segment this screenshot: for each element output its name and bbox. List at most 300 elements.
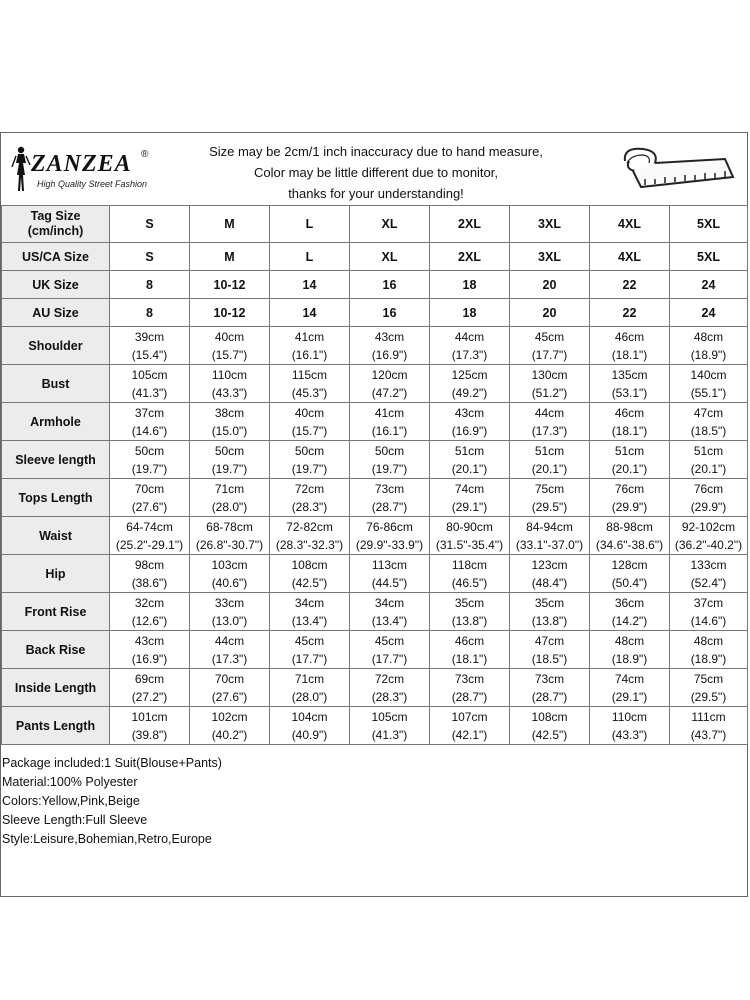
measurement-cell: [510, 631, 590, 669]
size-cell: 8: [110, 271, 190, 299]
cm-value: 47cm: [693, 405, 724, 420]
inch-value: (20.1"): [531, 461, 568, 476]
size-cell: 14: [270, 299, 350, 327]
cm-value: 46cm: [614, 329, 645, 344]
measurement-cell: [190, 327, 270, 365]
size-header-row: [2, 243, 748, 271]
measurement-cell: [670, 555, 748, 593]
cm-value: 51cm: [693, 443, 724, 458]
size-cell: XL: [350, 206, 430, 243]
measurement-cell: [590, 365, 670, 403]
size-header-row: [2, 299, 748, 327]
measurement-cell: [670, 327, 748, 365]
measurement-cell: [510, 327, 590, 365]
cm-value: 75cm: [693, 671, 724, 686]
inch-value: (29.9"-33.9"): [355, 537, 424, 552]
measurement-cell: [670, 707, 748, 745]
measurement-cell: [430, 365, 510, 403]
inch-value: (33.1"-37.0"): [515, 537, 584, 552]
size-cell: 18: [430, 271, 510, 299]
measurement-cell: [510, 517, 590, 555]
measurement-cell: [350, 327, 430, 365]
inch-value: (43.3"): [211, 385, 248, 400]
cm-value: 33cm: [214, 595, 245, 610]
cm-value: 37cm: [134, 405, 165, 420]
measurement-row: [2, 327, 748, 365]
measurement-cell: [110, 631, 190, 669]
measurement-cell: [510, 669, 590, 707]
measurement-cell: [670, 365, 748, 403]
inch-value: (16.9"): [451, 423, 488, 438]
fashion-figure-icon: [9, 145, 33, 193]
inch-value: (16.1"): [291, 347, 328, 362]
measurement-cell: [110, 403, 190, 441]
inch-value: (50.4"): [611, 575, 648, 590]
cm-value: 50cm: [134, 443, 165, 458]
inch-value: (18.9"): [611, 651, 648, 666]
size-cell: 3XL: [510, 243, 590, 271]
measurement-cell: [430, 441, 510, 479]
cm-value: 50cm: [294, 443, 325, 458]
inch-value: (19.7"): [371, 461, 408, 476]
measurement-cell: [670, 517, 748, 555]
cm-value: 37cm: [693, 595, 724, 610]
inch-value: (29.1"): [611, 689, 648, 704]
size-cell: S: [110, 206, 190, 243]
cm-value: 133cm: [690, 557, 727, 572]
measurement-cell: [110, 365, 190, 403]
measurement-cell: [190, 479, 270, 517]
measurement-row: [2, 441, 748, 479]
cm-value: 115cm: [291, 367, 328, 382]
inch-value: (25.2"-29.1"): [115, 537, 184, 552]
measurement-cell: [510, 365, 590, 403]
row-label: Tag Size (cm/inch): [2, 206, 110, 243]
cm-value: 34cm: [294, 595, 325, 610]
inch-value: (16.9"): [131, 651, 168, 666]
cm-value: 140cm: [690, 367, 727, 382]
cm-value: 40cm: [214, 329, 245, 344]
spec-sleeve-length: Sleeve Length:Full Sleeve: [2, 813, 148, 827]
measurement-row: [2, 517, 748, 555]
inch-value: (20.1"): [690, 461, 727, 476]
cm-value: 108cm: [291, 557, 328, 572]
cm-value: 80-90cm: [446, 519, 493, 534]
cm-value: 50cm: [374, 443, 405, 458]
cm-value: 51cm: [534, 443, 565, 458]
inch-value: (27.6"): [131, 499, 168, 514]
cm-value: 43cm: [374, 329, 405, 344]
row-label: Waist: [2, 517, 110, 555]
measurement-cell: [510, 441, 590, 479]
cm-value: 32cm: [134, 595, 165, 610]
product-specs: [2, 754, 222, 849]
inch-value: (13.8"): [531, 613, 568, 628]
measurement-cell: [350, 365, 430, 403]
inch-value: (42.5"): [291, 575, 328, 590]
cm-value: 46cm: [614, 405, 645, 420]
inch-value: (42.1"): [451, 727, 488, 742]
cm-value: 43cm: [134, 633, 165, 648]
inch-value: (42.5"): [531, 727, 568, 742]
measurement-row: [2, 365, 748, 403]
inch-value: (17.7"): [371, 651, 408, 666]
cm-value: 74cm: [454, 481, 485, 496]
row-label: Back Rise: [2, 631, 110, 669]
cm-value: 72-82cm: [286, 519, 333, 534]
cm-value: 125cm: [451, 367, 488, 382]
measurement-cell: [350, 669, 430, 707]
inch-value: (15.7"): [291, 423, 328, 438]
inch-value: (13.4"): [291, 613, 328, 628]
measurement-cell: [270, 327, 350, 365]
inch-value: (17.7"): [291, 651, 328, 666]
size-cell: 18: [430, 299, 510, 327]
notice-line: thanks for your understanding!: [288, 186, 464, 201]
cm-value: 113cm: [371, 557, 408, 572]
inch-value: (17.7"): [531, 347, 568, 362]
measurement-cell: [510, 593, 590, 631]
size-table: [1, 205, 748, 745]
size-cell: 22: [590, 299, 670, 327]
cm-value: 41cm: [294, 329, 325, 344]
measurement-cell: [590, 441, 670, 479]
row-label: Bust: [2, 365, 110, 403]
inch-value: (55.1"): [690, 385, 727, 400]
measurement-cell: [190, 441, 270, 479]
size-cell: S: [110, 243, 190, 271]
measurement-cell: [110, 669, 190, 707]
inch-value: (28.3"): [371, 689, 408, 704]
inch-value: (48.4"): [531, 575, 568, 590]
cm-value: 92-102cm: [681, 519, 736, 534]
cm-value: 48cm: [693, 329, 724, 344]
cm-value: 34cm: [374, 595, 405, 610]
inch-value: (41.3"): [371, 727, 408, 742]
size-cell: 8: [110, 299, 190, 327]
inch-value: (28.0"): [291, 689, 328, 704]
size-cell: L: [270, 206, 350, 243]
size-cell: 16: [350, 271, 430, 299]
inch-value: (28.7"): [451, 689, 488, 704]
measurement-cell: [590, 403, 670, 441]
cm-value: 107cm: [451, 709, 488, 724]
measurement-cell: [670, 631, 748, 669]
chart-header: [1, 133, 747, 206]
inch-value: (15.7"): [211, 347, 248, 362]
measurement-cell: [590, 631, 670, 669]
inch-value: (18.1"): [611, 347, 648, 362]
measurement-row: [2, 403, 748, 441]
inch-value: (26.8"-30.7"): [195, 537, 264, 552]
measurement-cell: [430, 479, 510, 517]
size-cell: 3XL: [510, 206, 590, 243]
measurement-cell: [670, 593, 748, 631]
measurement-cell: [270, 403, 350, 441]
measurement-cell: [590, 593, 670, 631]
inch-value: (14.6"): [131, 423, 168, 438]
measurement-cell: [110, 517, 190, 555]
inch-value: (18.5"): [690, 423, 727, 438]
notice-line: Size may be 2cm/1 inch inaccuracy due to hand measure,: [209, 144, 543, 159]
row-label: Tops Length: [2, 479, 110, 517]
cm-value: 46cm: [454, 633, 485, 648]
measurement-cell: [590, 517, 670, 555]
measurement-cell: [270, 365, 350, 403]
measurement-cell: [430, 631, 510, 669]
inch-value: (13.0"): [211, 613, 248, 628]
measurement-cell: [430, 403, 510, 441]
inch-value: (45.3"): [291, 385, 328, 400]
measurement-cell: [350, 593, 430, 631]
cm-value: 45cm: [534, 329, 565, 344]
measurement-cell: [510, 403, 590, 441]
inch-value: (40.6"): [211, 575, 248, 590]
measurement-cell: [590, 479, 670, 517]
size-header-row: [2, 271, 748, 299]
measurement-cell: [430, 669, 510, 707]
cm-value: 41cm: [374, 405, 405, 420]
spec-material: Material:100% Polyester: [2, 775, 138, 789]
inch-value: (40.9"): [291, 727, 328, 742]
cm-value: 123cm: [531, 557, 568, 572]
measurement-cell: [510, 555, 590, 593]
inch-value: (17.3"): [531, 423, 568, 438]
measurement-cell: [430, 517, 510, 555]
row-label: Inside Length: [2, 669, 110, 707]
size-cell: 24: [670, 271, 748, 299]
size-cell: 20: [510, 271, 590, 299]
cm-value: 44cm: [534, 405, 565, 420]
inch-value: (28.7"): [531, 689, 568, 704]
size-cell: 10-12: [190, 299, 270, 327]
row-label: UK Size: [2, 271, 110, 299]
cm-value: 47cm: [534, 633, 565, 648]
cm-value: 103cm: [211, 557, 248, 572]
row-label: US/CA Size: [2, 243, 110, 271]
cm-value: 73cm: [534, 671, 565, 686]
measurement-cell: [510, 479, 590, 517]
cm-value: 72cm: [374, 671, 405, 686]
cm-value: 44cm: [454, 329, 485, 344]
measurement-cell: [350, 517, 430, 555]
row-label: AU Size: [2, 299, 110, 327]
inch-value: (38.6"): [131, 575, 168, 590]
measurement-cell: [430, 707, 510, 745]
measurement-notice: [181, 141, 571, 204]
row-label: Pants Length: [2, 707, 110, 745]
measurement-row: [2, 479, 748, 517]
measurement-cell: [350, 479, 430, 517]
cm-value: 45cm: [374, 633, 405, 648]
cm-value: 102cm: [211, 709, 248, 724]
inch-value: (52.4"): [690, 575, 727, 590]
cm-value: 40cm: [294, 405, 325, 420]
size-cell: XL: [350, 243, 430, 271]
inch-value: (18.9"): [690, 347, 727, 362]
measurement-cell: [350, 441, 430, 479]
cm-value: 64-74cm: [126, 519, 173, 534]
cm-value: 38cm: [214, 405, 245, 420]
inch-value: (29.5"): [531, 499, 568, 514]
size-header-row: [2, 206, 748, 243]
size-cell: 10-12: [190, 271, 270, 299]
measurement-cell: [670, 669, 748, 707]
measurement-cell: [110, 479, 190, 517]
cm-value: 130cm: [531, 367, 568, 382]
cm-value: 71cm: [214, 481, 245, 496]
cm-value: 76cm: [693, 481, 724, 496]
inch-value: (28.3"-32.3"): [275, 537, 344, 552]
cm-value: 120cm: [371, 367, 408, 382]
cm-value: 101cm: [131, 709, 168, 724]
cm-value: 35cm: [534, 595, 565, 610]
size-cell: 2XL: [430, 206, 510, 243]
brand-name: ZANZEA: [31, 151, 132, 177]
brand-logo: [9, 145, 159, 195]
size-cell: 14: [270, 271, 350, 299]
cm-value: 39cm: [134, 329, 165, 344]
cm-value: 105cm: [131, 367, 168, 382]
cm-value: 69cm: [134, 671, 165, 686]
measurement-cell: [110, 707, 190, 745]
measurement-cell: [430, 593, 510, 631]
inch-value: (29.1"): [451, 499, 488, 514]
inch-value: (13.4"): [371, 613, 408, 628]
inch-value: (18.5"): [531, 651, 568, 666]
inch-value: (18.1"): [451, 651, 488, 666]
measurement-row: [2, 593, 748, 631]
inch-value: (28.0"): [211, 499, 248, 514]
spec-colors: Colors:Yellow,Pink,Beige: [2, 794, 140, 808]
inch-value: (43.7"): [690, 727, 727, 742]
cm-value: 50cm: [214, 443, 245, 458]
cm-value: 108cm: [531, 709, 568, 724]
inch-value: (20.1"): [611, 461, 648, 476]
inch-value: (31.5"-35.4"): [435, 537, 504, 552]
cm-value: 51cm: [454, 443, 485, 458]
measurement-cell: [590, 707, 670, 745]
inch-value: (41.3"): [131, 385, 168, 400]
inch-value: (18.9"): [690, 651, 727, 666]
cm-value: 73cm: [454, 671, 485, 686]
size-cell: 16: [350, 299, 430, 327]
row-label: Front Rise: [2, 593, 110, 631]
size-cell: 4XL: [590, 243, 670, 271]
measurement-cell: [350, 707, 430, 745]
row-label: Armhole: [2, 403, 110, 441]
cm-value: 111cm: [691, 709, 726, 724]
measurement-cell: [350, 555, 430, 593]
measurement-row: [2, 631, 748, 669]
registered-mark: ®: [141, 149, 149, 160]
cm-value: 51cm: [614, 443, 645, 458]
measurement-cell: [270, 669, 350, 707]
cm-value: 48cm: [614, 633, 645, 648]
cm-value: 135cm: [611, 367, 648, 382]
measurement-row: [2, 669, 748, 707]
size-cell: M: [190, 206, 270, 243]
cm-value: 44cm: [214, 633, 245, 648]
cm-value: 36cm: [614, 595, 645, 610]
cm-value: 68-78cm: [206, 519, 253, 534]
cm-value: 48cm: [693, 633, 724, 648]
inch-value: (29.9"): [611, 499, 648, 514]
spec-package: Package included:1 Suit(Blouse+Pants): [2, 756, 222, 770]
measurement-cell: [270, 555, 350, 593]
measurement-cell: [190, 555, 270, 593]
inch-value: (36.2"-40.2"): [674, 537, 743, 552]
measurement-cell: [510, 707, 590, 745]
measurement-cell: [190, 403, 270, 441]
measurement-cell: [190, 669, 270, 707]
cm-value: 128cm: [611, 557, 648, 572]
measurement-cell: [590, 327, 670, 365]
spec-style: Style:Leisure,Bohemian,Retro,Europe: [2, 832, 212, 846]
inch-value: (51.2"): [531, 385, 568, 400]
brand-tagline: High Quality Street Fashion: [37, 179, 148, 189]
inch-value: (29.5"): [690, 689, 727, 704]
cm-value: 110cm: [611, 709, 648, 724]
cm-value: 76-86cm: [366, 519, 413, 534]
measurement-cell: [590, 669, 670, 707]
row-label: Sleeve length: [2, 441, 110, 479]
measurement-cell: [110, 593, 190, 631]
size-cell: 2XL: [430, 243, 510, 271]
inch-value: (19.7"): [131, 461, 168, 476]
measurement-cell: [590, 555, 670, 593]
measurement-cell: [190, 631, 270, 669]
inch-value: (49.2"): [451, 385, 488, 400]
inch-value: (28.7"): [371, 499, 408, 514]
measurement-cell: [350, 403, 430, 441]
cm-value: 43cm: [454, 405, 485, 420]
measurement-cell: [670, 441, 748, 479]
inch-value: (17.3"): [451, 347, 488, 362]
size-cell: 4XL: [590, 206, 670, 243]
inch-value: (47.2"): [371, 385, 408, 400]
size-cell: 20: [510, 299, 590, 327]
cm-value: 84-94cm: [526, 519, 573, 534]
inch-value: (17.3"): [211, 651, 248, 666]
inch-value: (14.2"): [611, 613, 648, 628]
inch-value: (27.6"): [211, 689, 248, 704]
inch-value: (27.2"): [131, 689, 168, 704]
measurement-cell: [190, 707, 270, 745]
inch-value: (28.3"): [291, 499, 328, 514]
inch-value: (39.8"): [131, 727, 168, 742]
cm-value: 70cm: [134, 481, 165, 496]
cm-value: 73cm: [374, 481, 405, 496]
measurement-cell: [270, 593, 350, 631]
measurement-cell: [350, 631, 430, 669]
inch-value: (15.0"): [211, 423, 248, 438]
measurement-cell: [110, 441, 190, 479]
cm-value: 74cm: [614, 671, 645, 686]
row-label: Shoulder: [2, 327, 110, 365]
inch-value: (16.1"): [371, 423, 408, 438]
measurement-cell: [190, 365, 270, 403]
inch-value: (12.6"): [131, 613, 168, 628]
cm-value: 45cm: [294, 633, 325, 648]
inch-value: (34.6"-38.6"): [595, 537, 664, 552]
measurement-cell: [190, 517, 270, 555]
cm-value: 35cm: [454, 595, 485, 610]
cm-value: 72cm: [294, 481, 325, 496]
cm-value: 70cm: [214, 671, 245, 686]
size-cell: L: [270, 243, 350, 271]
measurement-cell: [670, 403, 748, 441]
